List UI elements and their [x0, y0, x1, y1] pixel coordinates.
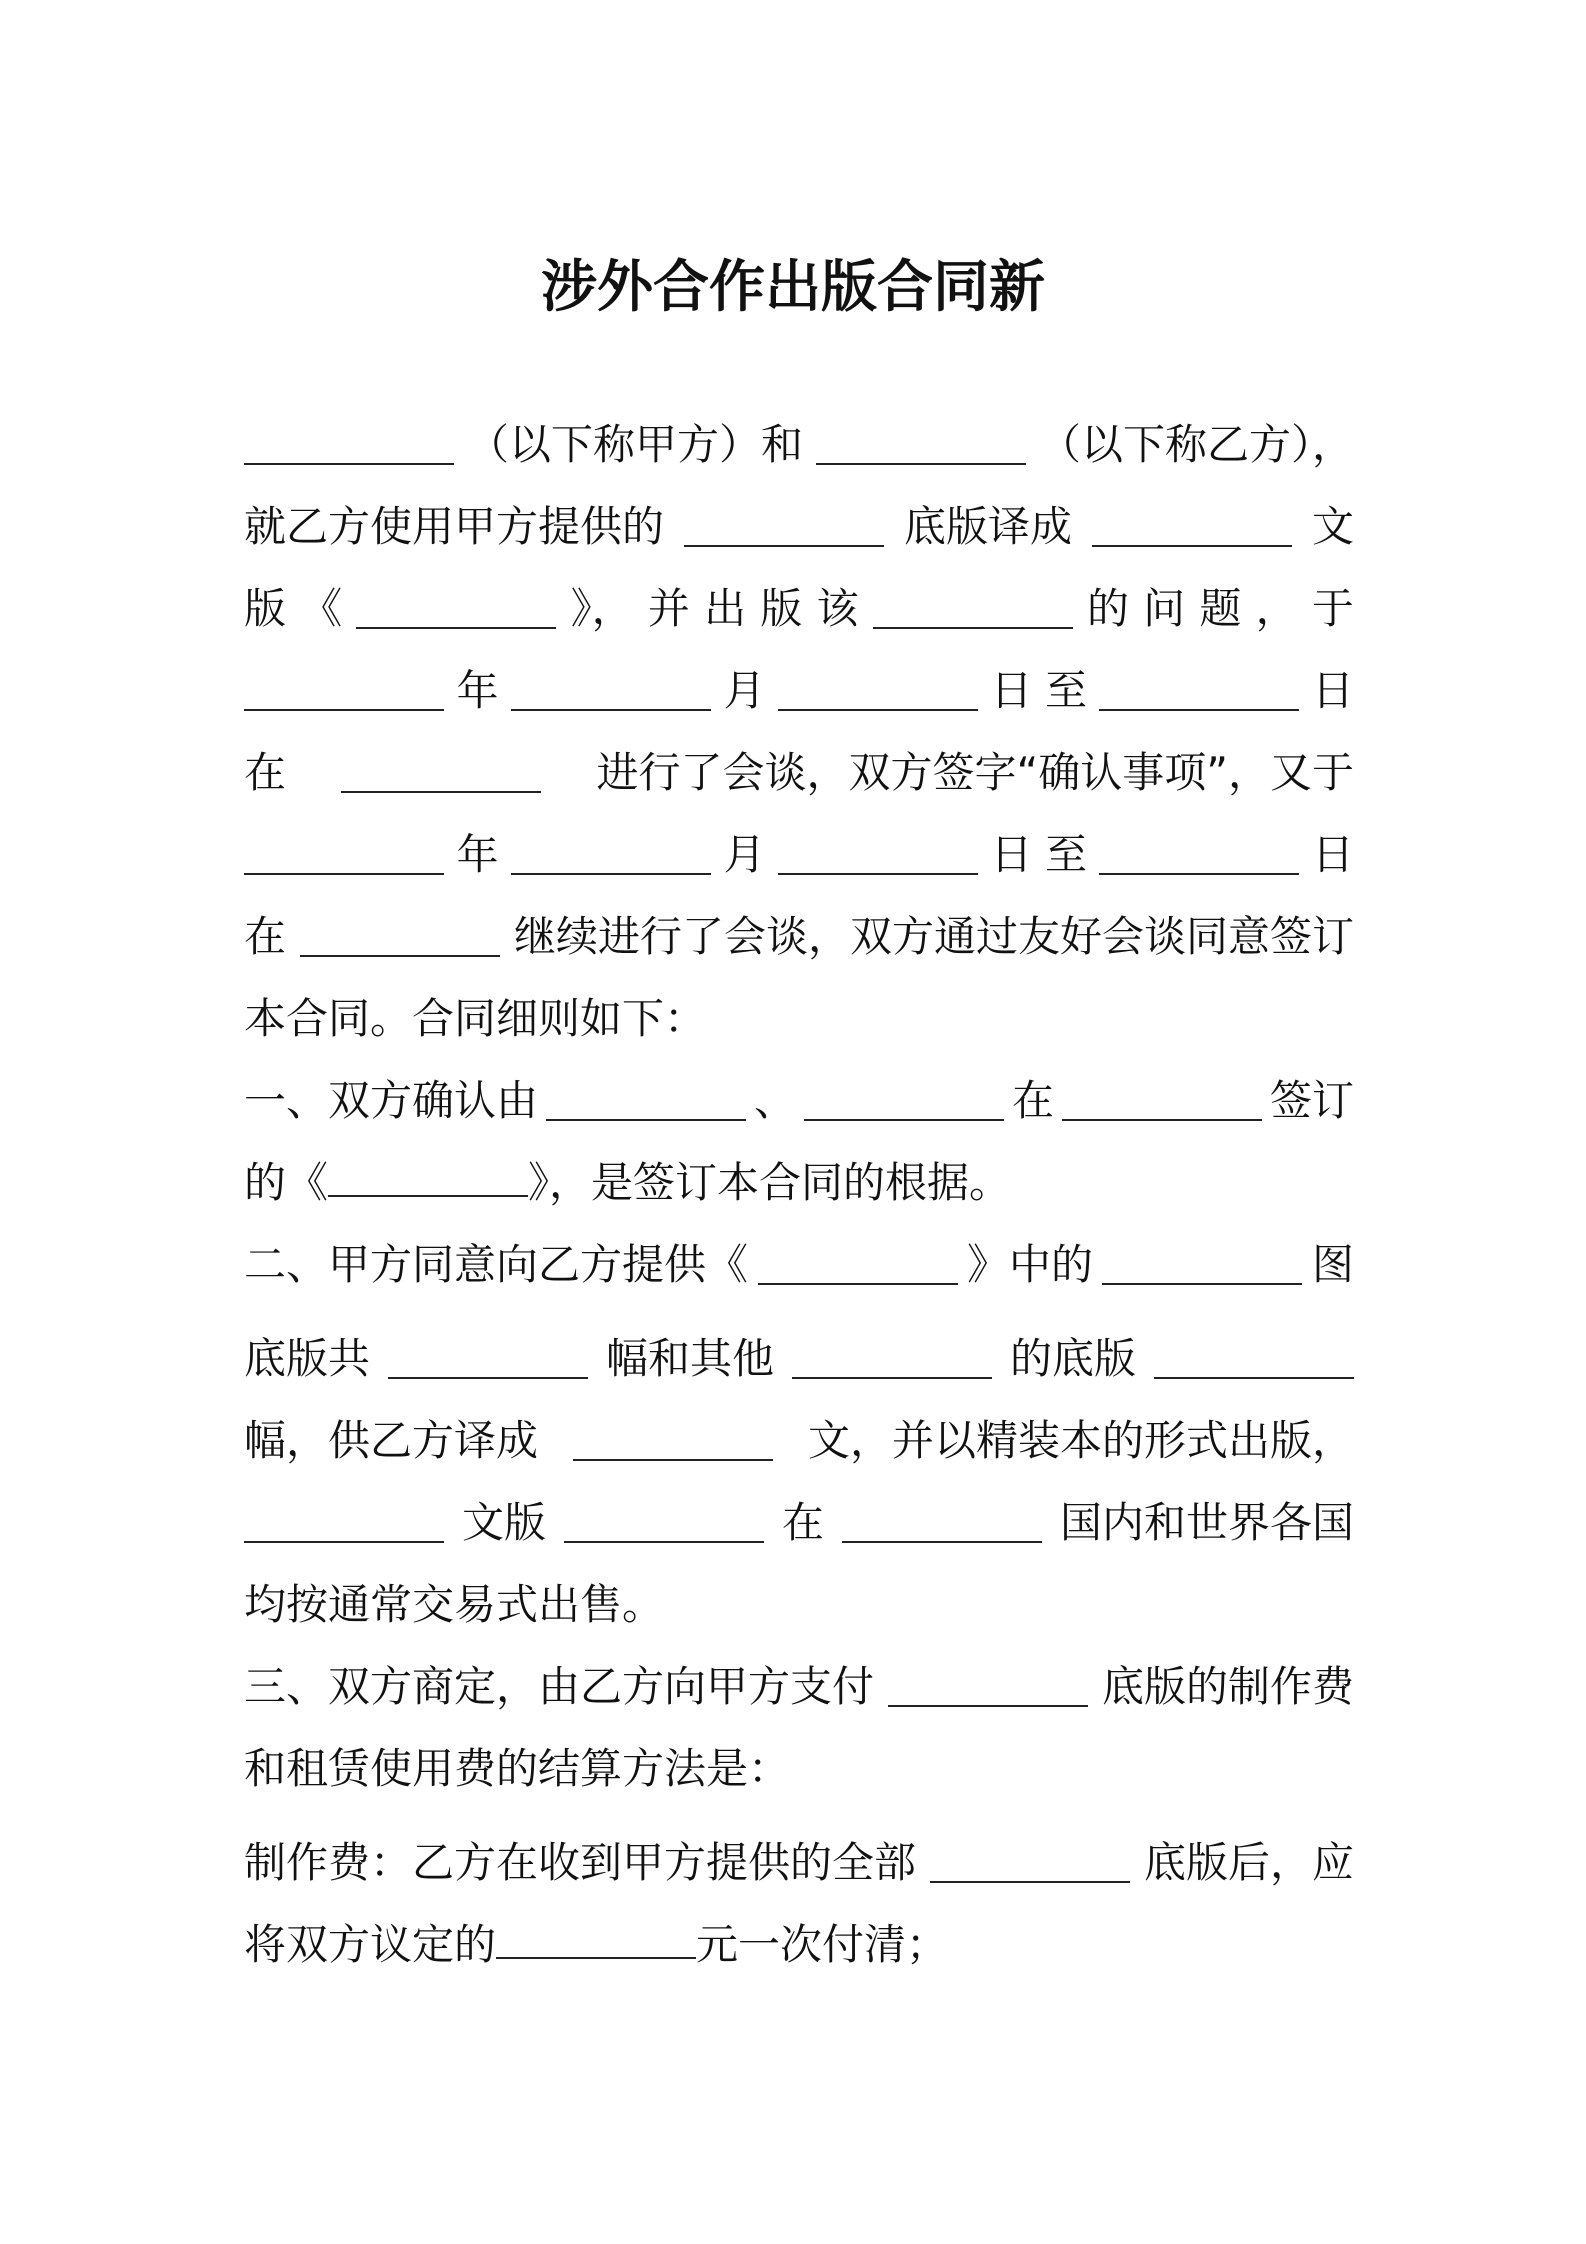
blank-field [244, 1503, 444, 1543]
text: 底版后，应 [1143, 1838, 1354, 1887]
blank-field [564, 1503, 764, 1543]
paragraph-line [244, 1734, 1354, 1804]
text: 二、甲方同意向乙方提供《 [244, 1240, 749, 1289]
paragraph-line [244, 410, 1354, 480]
text: 月 [723, 666, 766, 715]
blank-field [816, 425, 1026, 465]
blank-field [244, 425, 454, 465]
paragraph-line [244, 1406, 1354, 1476]
text: 月 [723, 830, 766, 879]
text: 底版译成 [903, 502, 1072, 551]
text: 至 [1044, 666, 1087, 715]
blank-field [1154, 1339, 1354, 1379]
text: 》中的 [966, 1240, 1093, 1289]
text: 并 [647, 584, 690, 633]
text: 题 [1199, 584, 1242, 633]
text: 的 [1086, 584, 1129, 633]
text: 文，并以精装本的形式出版， [807, 1416, 1354, 1465]
blank-field [888, 1667, 1088, 1707]
text: 图 [1311, 1240, 1354, 1289]
blank-field [356, 589, 556, 629]
text: 、 [753, 1076, 796, 1125]
text: 继续进行了会谈，双方通过友好会谈同意签订 [513, 912, 1354, 961]
text: 至 [1044, 830, 1087, 879]
blank-field [804, 1081, 1004, 1121]
text: 一、双方确认由 [244, 1076, 539, 1125]
blank-field [1099, 671, 1299, 711]
text: （以下称乙方）， [1038, 420, 1354, 469]
blank-field [496, 1919, 696, 1959]
paragraph-line [244, 1652, 1354, 1722]
text: 》，是签订本合同的根据。 [528, 1158, 1012, 1207]
text: 的《 [244, 1158, 329, 1207]
text: 版 [244, 584, 287, 633]
text: 在 [781, 1498, 824, 1547]
blank-field [511, 671, 711, 711]
text: 底版的制作费 [1101, 1662, 1354, 1711]
text: 幅和其他 [605, 1334, 774, 1383]
blank-field [1099, 835, 1299, 875]
paragraph-line [244, 656, 1354, 726]
text: 该 [816, 584, 859, 633]
text: 文版 [461, 1498, 546, 1547]
blank-field [244, 835, 444, 875]
paragraph-line [244, 984, 1354, 1054]
text: 问 [1143, 584, 1186, 633]
text: 元一次付清； [696, 1920, 949, 1969]
paragraph-line [244, 738, 1354, 808]
paragraph-line [244, 1828, 1354, 1898]
blank-field [300, 917, 500, 957]
text: ， [1255, 584, 1298, 633]
text: 本合同。合同细则如下： [244, 994, 707, 1043]
paragraph-line [244, 820, 1354, 890]
paragraph-line [244, 492, 1354, 562]
blank-field [792, 1339, 992, 1379]
text: 日 [990, 830, 1033, 879]
text: 制作费：乙方在收到甲方提供的全部 [244, 1838, 917, 1887]
paragraph-line [244, 1230, 1354, 1300]
paragraph-line [244, 1324, 1354, 1394]
text: 将双方议定的 [244, 1920, 497, 1969]
text: （以下称甲方）和 [466, 420, 803, 469]
blank-field [244, 671, 444, 711]
text: 和租赁使用费的结算方法是： [244, 1744, 791, 1793]
text: 《 [300, 584, 343, 633]
blank-field [684, 507, 884, 547]
blank-field [873, 589, 1073, 629]
paragraph-line [244, 574, 1354, 644]
text: 日 [1311, 830, 1354, 879]
paragraph-line [244, 1910, 1354, 1980]
text: 在 [1011, 1076, 1054, 1125]
text: 就乙方使用甲方提供的 [244, 502, 665, 551]
text: 签订 [1269, 1076, 1354, 1125]
blank-field [842, 1503, 1042, 1543]
text: 于 [1311, 584, 1354, 633]
text: 均按通常交易式出售。 [244, 1580, 665, 1629]
blank-field [341, 753, 541, 793]
text: 国内和世界各国 [1059, 1498, 1354, 1547]
blank-field [328, 1157, 528, 1197]
blank-field [1062, 1081, 1262, 1121]
blank-field [388, 1339, 588, 1379]
text: 日 [1311, 666, 1354, 715]
text: 版 [760, 584, 803, 633]
blank-field [573, 1421, 773, 1461]
blank-field [1102, 1245, 1302, 1285]
text: 进行了会谈，双方签字“确认事项”，又于 [596, 748, 1354, 797]
paragraph-line [244, 1488, 1354, 1558]
paragraph-line [244, 902, 1354, 972]
text: 文 [1311, 502, 1354, 551]
blank-field [546, 1081, 746, 1121]
paragraph-line [244, 1148, 1354, 1218]
paragraph-line [244, 1066, 1354, 1136]
text: 年 [456, 830, 499, 879]
text: 在 [244, 912, 287, 961]
text: 出 [704, 584, 747, 633]
blank-field [778, 671, 978, 711]
blank-field [1092, 507, 1292, 547]
text: 三、双方商定，由乙方向甲方支付 [244, 1662, 875, 1711]
paragraph-line [244, 1570, 1354, 1640]
blank-field [758, 1245, 958, 1285]
text: 幅，供乙方译成 [244, 1416, 539, 1465]
page-title: 涉外合作出版合同新 [541, 255, 1045, 320]
text: 底版共 [244, 1334, 371, 1383]
text: 在 [244, 748, 287, 797]
text: 的底版 [1009, 1334, 1136, 1383]
blank-field [930, 1843, 1130, 1883]
blank-field [778, 835, 978, 875]
text: 》， [570, 584, 634, 633]
text: 年 [456, 666, 499, 715]
blank-field [511, 835, 711, 875]
text: 日 [990, 666, 1033, 715]
